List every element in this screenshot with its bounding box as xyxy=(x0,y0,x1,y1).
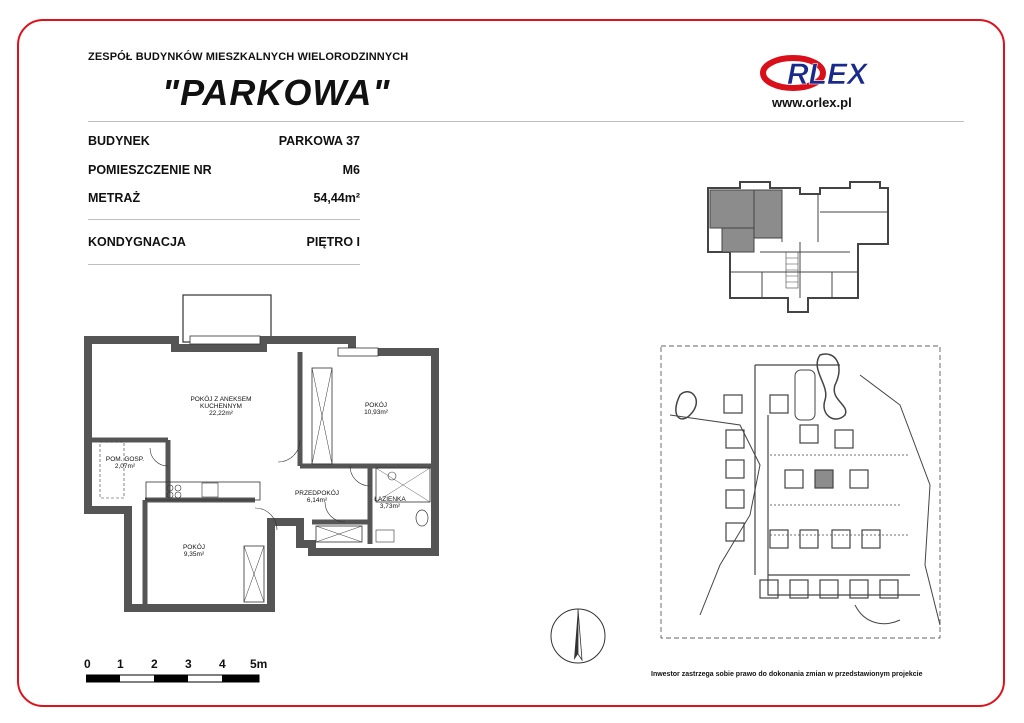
scale-label: 4 xyxy=(219,657,226,671)
building-value: PARKOWA 37 xyxy=(278,134,360,148)
scale-label: 0 xyxy=(84,657,91,671)
room-label-bathroom: ŁAZIENKA 3,73m² xyxy=(374,496,406,510)
scale-label: 3 xyxy=(185,657,192,671)
scale-label: 5m xyxy=(250,657,268,671)
site-plan xyxy=(660,345,945,645)
room-label-hall: PRZEDPOKÓJ 6,14m² xyxy=(294,490,340,504)
apartment-floor-plan xyxy=(80,290,450,620)
project-title: "PARKOWA" xyxy=(162,72,391,113)
scale-label: 1 xyxy=(117,657,124,671)
info-rule-1 xyxy=(88,219,360,220)
room-label-living: POKÓJ Z ANEKSEM KUCHENNYM 22,22m² xyxy=(190,396,252,417)
info-rule-2 xyxy=(88,264,360,265)
scale-label: 2 xyxy=(151,657,158,671)
building-key-plan xyxy=(700,172,895,320)
disclaimer-note: Inwestor zastrzega sobie prawo do dokonania zmian w przedstawionym projekcie xyxy=(651,671,923,678)
room-label-bedroom-1: POKÓJ 10,93m² xyxy=(364,402,388,416)
unit-value: M6 xyxy=(342,163,360,177)
room-label-storage: POM. GOSP. 2,07m² xyxy=(105,456,145,470)
area-label: METRAŻ xyxy=(88,191,141,205)
room-label-bedroom-2: POKÓJ 9,35m² xyxy=(182,544,206,558)
floor-value: PIĘTRO I xyxy=(306,235,360,249)
building-label: BUDYNEK xyxy=(88,134,150,148)
area-value: 54,44m² xyxy=(313,191,360,205)
website-link[interactable]: www.orlex.pl xyxy=(772,95,852,110)
svg-text:RLEX: RLEX xyxy=(787,58,868,91)
complex-name: ZESPÓŁ BUDYNKÓW MIESZKALNYCH WIELORODZINNYCH xyxy=(88,51,409,63)
header-rule xyxy=(88,121,964,122)
floor-label: KONDYGNACJA xyxy=(88,235,186,249)
scale-bar xyxy=(86,674,266,684)
north-arrow-icon xyxy=(548,606,608,666)
unit-label: POMIESZCZENIE NR xyxy=(88,163,212,177)
